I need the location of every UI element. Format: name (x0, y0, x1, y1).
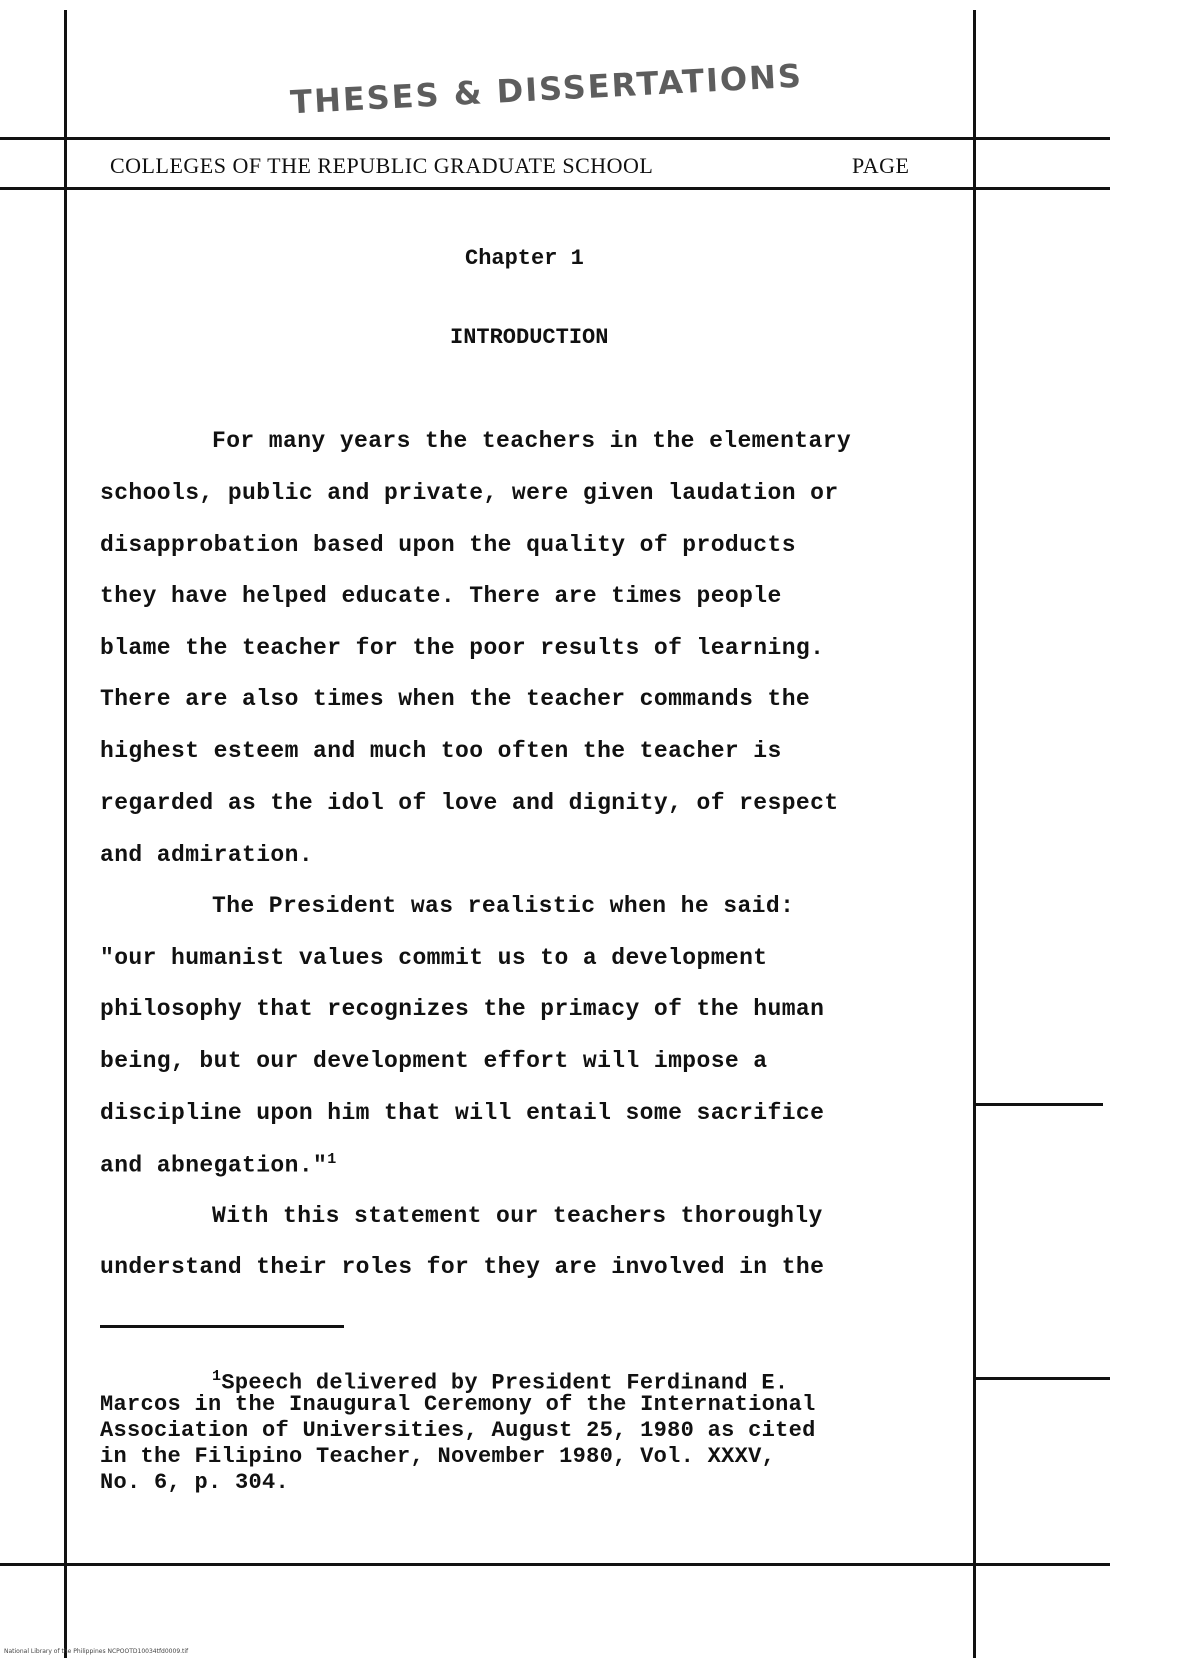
right-tab-rule-1 (973, 1103, 1103, 1106)
body-line: philosophy that recognizes the primacy of the human (100, 996, 825, 1022)
body-line: blame the teacher for the poor results of learning. (100, 635, 825, 661)
header-bottom-rule (0, 187, 1110, 190)
body-line-text: discipline upon him that will entail some sacrifice (100, 1100, 825, 1126)
bottom-rule (0, 1563, 1110, 1566)
right-margin-rule (973, 10, 976, 1658)
body-line: and admiration. (100, 842, 314, 868)
footnote-line: Association of Universities, August 25, 1980 as cited (100, 1418, 816, 1443)
footnote-separator (100, 1325, 344, 1328)
body-line: The President was realistic when he said: (212, 893, 795, 919)
footnote-marker: 1 (212, 1368, 222, 1385)
page-label: PAGE (852, 153, 910, 178)
body-line: There are also times when the teacher commands the (100, 686, 811, 712)
body-line: schools, public and private, were given laudation or (100, 480, 839, 506)
body-line (100, 1151, 337, 1179)
footnote-text: Speech delivered by President Ferdinand E. (221, 1370, 789, 1396)
section-title: INTRODUCTION (450, 325, 609, 350)
body-line: For many years the teachers in the elementary (212, 428, 852, 454)
body-line: "our humanist values commit us to a development (100, 945, 768, 971)
school-header: COLLEGES OF THE REPUBLIC GRADUATE SCHOOL (110, 153, 654, 178)
chapter-heading: Chapter 1 (465, 246, 584, 271)
body-line: being, but our development effort will impose a (100, 1048, 768, 1074)
body-line: regarded as the idol of love and dignity, of respect (100, 790, 839, 816)
body-line-text: and abnegation." (100, 1152, 328, 1179)
header-top-rule (0, 137, 1110, 140)
body-line: understand their roles for they are involved in the (100, 1254, 825, 1280)
theses-dissertations-stamp: THESES & DISSERTATIONS (289, 56, 804, 122)
footnote-line: in the Filipino Teacher, November 1980, Vol. XXXV, (100, 1444, 776, 1469)
left-margin-rule (64, 10, 67, 1658)
scan-identifier: National Library of the Philippines NCPOOTD10034tfd0009.tif (4, 1648, 189, 1655)
right-tab-rule-2 (973, 1377, 1110, 1380)
footnote-line: No. 6, p. 304. (100, 1470, 290, 1495)
body-line: highest esteem and much too often the teacher is (100, 738, 782, 764)
body-line: they have helped educate. There are times people (100, 583, 782, 609)
footnote-reference: 1 (327, 1151, 337, 1168)
body-line (100, 1100, 824, 1126)
body-line: With this statement our teachers thoroughly (212, 1203, 823, 1229)
body-line: disapprobation based upon the quality of products (100, 532, 796, 558)
footnote-line: Marcos in the Inaugural Ceremony of the International (100, 1392, 816, 1417)
